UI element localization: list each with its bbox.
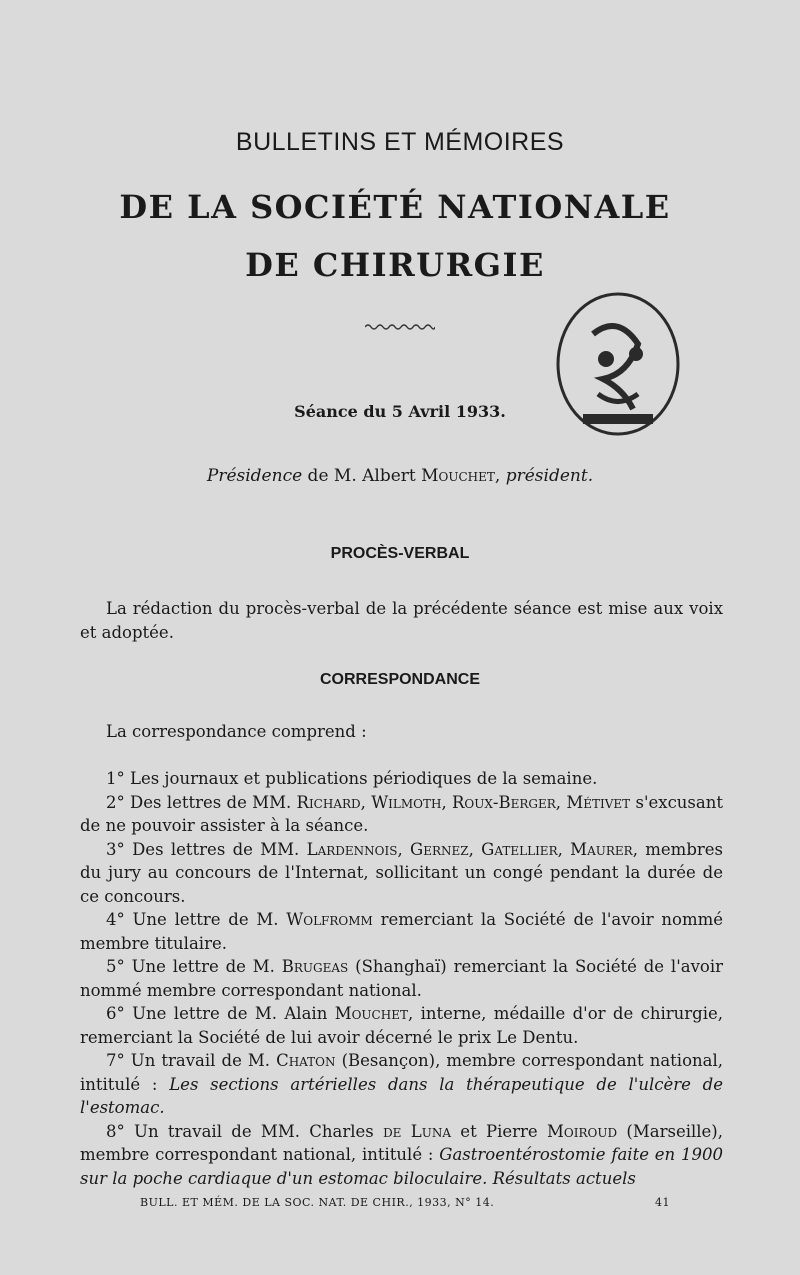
journal-title-line2: DE LA SOCIÉTÉ NATIONALE: [119, 188, 671, 226]
proces-verbal-heading: PROCÈS-VERBAL: [330, 545, 470, 562]
list-item: 8° Un travail de MM. Charles de Luna et Pierre Moiroud (Marseille), membre correspondant national, intitulé : Gastroentérostomie faite en 1900 sur la poche cardiaque d'un estomac biloculaire. Résultats actuels: [80, 1121, 723, 1188]
proces-verbal-text: La rédaction du procès-verbal de la précédente séance est mise aux voix et adoptée.: [80, 599, 723, 642]
library-stamp: [548, 284, 688, 454]
list-item: 3° Des lettres de MM. Lardennois, Gernez, Gatellier, Maurer, membres du jury au concours de l'Internat, sollicitant un congé pendant la durée de ce concours.: [80, 839, 723, 906]
list-item: 6° Une lettre de M. Alain Mouchet, interne, médaille d'or de chirurgie, remerciant la Société de lui avoir décerné le prix Le Dentu.: [80, 1004, 723, 1047]
list-item: 5° Une lettre de M. Brugeas (Shanghaï) remerciant la Société de l'avoir nommé membre correspondant national.: [80, 957, 723, 1000]
presidency-prefix: Présidence: [206, 466, 303, 486]
journal-title-line1: BULLETINS ET MÉMOIRES: [235, 128, 565, 156]
list-item: 1° Les journaux et publications périodiques de la semaine.: [106, 769, 598, 788]
page-footer: [140, 1196, 670, 1209]
presidency-comma: ,: [494, 466, 506, 486]
list-item: 4° Une lettre de M. Wolfromm remerciant la Société de l'avoir nommé membre titulaire.: [80, 910, 723, 953]
list-item: 2° Des lettres de MM. Richard, Wilmoth, Roux-Berger, Métivet s'excusant de ne pouvoir assister à la séance.: [80, 792, 723, 835]
ornament-divider: [365, 322, 435, 332]
correspondance-intro: La correspondance comprend :: [106, 722, 367, 741]
presidency-middle: de M. Albert: [302, 466, 422, 486]
correspondance-list: [80, 767, 723, 1190]
page-number: 41: [655, 1196, 670, 1209]
session-date: Séance du 5 Avril 1933.: [294, 402, 506, 421]
correspondance-heading: CORRESPONDANCE: [319, 671, 480, 688]
list-item: 7° Un travail de M. Chaton (Besançon), membre correspondant national, intitulé : Les sections artérielles dans la thérapeutique de l'ulcère de l'estomac.: [80, 1051, 723, 1117]
footer-citation: BULL. ET MÉM. DE LA SOC. NAT. DE CHIR., 1933, N° 14.: [140, 1196, 495, 1209]
presidency-line: [120, 466, 680, 486]
president-name: Mouchet: [421, 466, 495, 486]
president-title: président.: [505, 466, 594, 486]
journal-title-line3: DE CHIRURGIE: [245, 246, 545, 284]
